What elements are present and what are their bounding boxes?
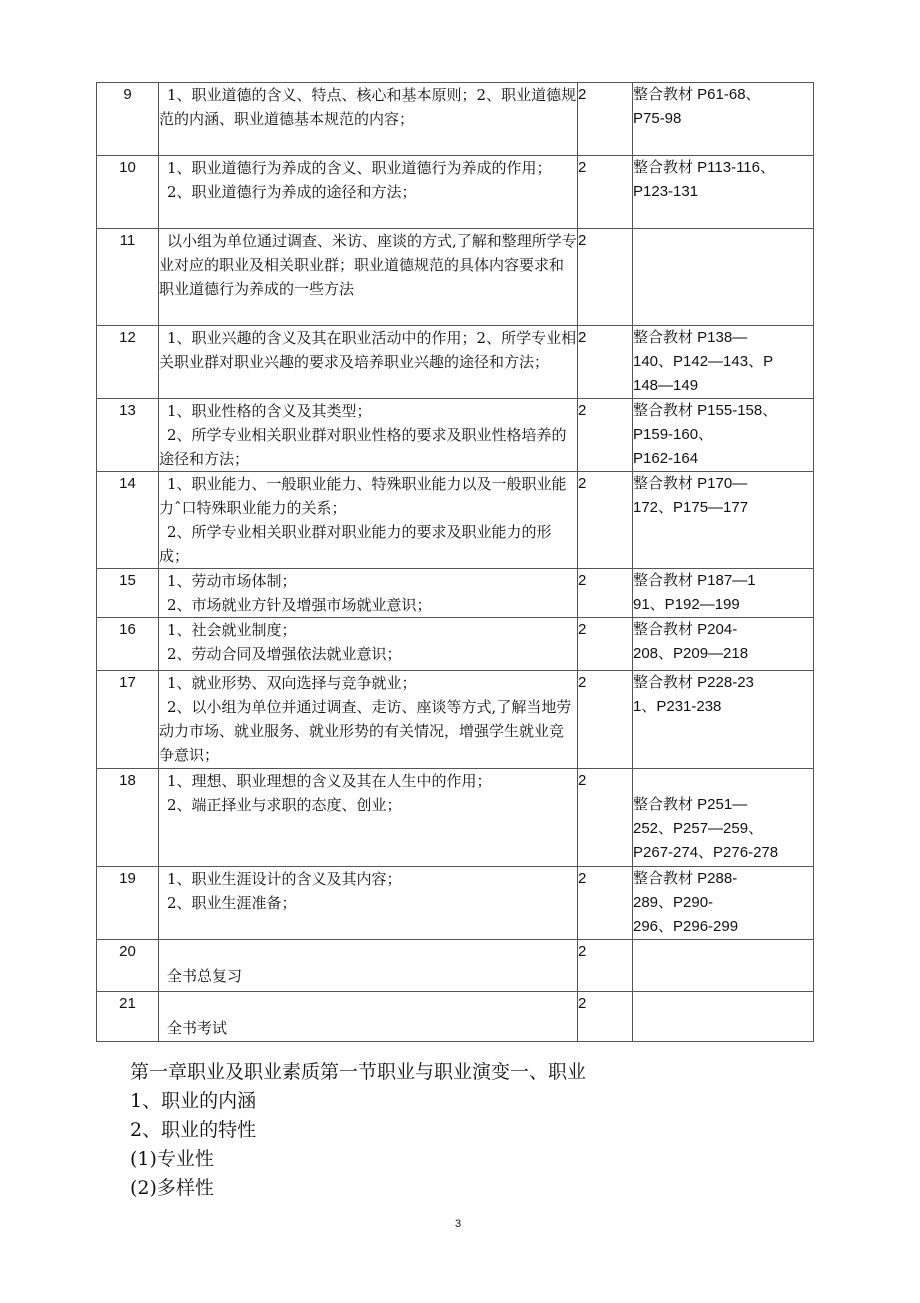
table-row	[97, 83, 814, 156]
reference-line: 91、P192—199	[633, 596, 740, 613]
content-line: 2、职业道德行为养成的途径和方法；	[167, 183, 417, 201]
table-row	[97, 156, 814, 229]
lesson-number: 19	[97, 867, 159, 940]
lesson-hours: 2	[578, 326, 633, 399]
lesson-hours: 2	[578, 229, 633, 326]
lesson-content	[159, 83, 578, 156]
reference-line	[633, 769, 813, 793]
content-line: 2、市场就业方针及增强市场就业意识；	[167, 596, 432, 614]
lesson-number: 13	[97, 399, 159, 472]
table-row	[97, 992, 814, 1042]
content-line: 2、劳动合同及增强依法就业意识；	[167, 645, 402, 663]
table-row	[97, 472, 814, 569]
reference-line: 整合教材 P113-116、	[633, 159, 775, 176]
content-line: 2、职业生涯准备；	[167, 894, 297, 912]
textbook-reference	[633, 229, 814, 326]
table-row	[97, 569, 814, 618]
table-row	[97, 618, 814, 671]
reference-line: 252、P257—259、	[633, 820, 764, 837]
textbook-reference	[633, 867, 814, 940]
lesson-content	[159, 229, 578, 326]
content-line: 2、端正择业与求职的态度、创业；	[167, 796, 402, 814]
reference-line: 整合教材 P138—	[633, 329, 748, 346]
content-line: 1、职业性格的含义及其类型；	[167, 402, 372, 420]
content-line	[159, 940, 577, 964]
lesson-hours: 2	[578, 156, 633, 229]
lesson-hours: 2	[578, 618, 633, 671]
lesson-content	[159, 671, 578, 769]
reference-line: 整合教材 P251—	[633, 796, 748, 813]
table-row	[97, 229, 814, 326]
lesson-hours: 2	[578, 671, 633, 769]
reference-line: 整合教材 P61-68、	[633, 86, 761, 103]
reference-line: 1、P231-238	[633, 698, 722, 715]
textbook-reference	[633, 399, 814, 472]
table-row	[97, 940, 814, 992]
reference-line: P75-98	[633, 110, 682, 127]
table-row	[97, 769, 814, 867]
textbook-reference	[633, 618, 814, 671]
content-line: 1、就业形势、双向选择与竞争就业；	[167, 674, 417, 692]
lesson-hours: 2	[578, 769, 633, 867]
content-line: 1、职业生涯设计的含义及其内容；	[167, 870, 402, 888]
subsection-2: 2、职业的特性	[130, 1119, 257, 1141]
lesson-number: 9	[97, 83, 159, 156]
textbook-reference	[633, 472, 814, 569]
lesson-content	[159, 769, 578, 867]
reference-line: 289、P290-	[633, 894, 714, 911]
content-line: 1、职业兴趣的含义及其在职业活动中的作用；2、所学专业相关职业群对职业兴趣的要求及培养职业兴趣的途径和方法；	[159, 329, 577, 371]
content-line: 1、理想、职业理想的含义及其在人生中的作用；	[167, 772, 492, 790]
lesson-content	[159, 992, 578, 1042]
lesson-hours: 2	[578, 569, 633, 618]
schedule-table	[96, 82, 814, 1042]
lesson-hours: 2	[578, 83, 633, 156]
reference-line: 140、P142—143、P	[633, 353, 774, 370]
lesson-number: 17	[97, 671, 159, 769]
textbook-reference	[633, 992, 814, 1042]
lesson-hours: 2	[578, 867, 633, 940]
reference-line: P159-160、	[633, 426, 714, 443]
table-row	[97, 671, 814, 769]
lesson-content	[159, 399, 578, 472]
content-line: 2、所学专业相关职业群对职业性格的要求及职业性格培养的途径和方法；	[159, 426, 567, 468]
page-number: 3	[455, 1218, 462, 1230]
lesson-number: 15	[97, 569, 159, 618]
reference-line: 整合教材 P204-	[633, 621, 738, 638]
reference-line: 整合教材 P288-	[633, 870, 738, 887]
chapter-text	[130, 1058, 586, 1203]
lesson-number: 12	[97, 326, 159, 399]
lesson-content	[159, 618, 578, 671]
content-line: 全书总复习	[167, 967, 243, 985]
content-line	[159, 992, 577, 1016]
lesson-content	[159, 867, 578, 940]
content-line: 1、职业道德的含义、特点、核心和基本原则；2、职业道德规范的内涵、职业道德基本规范的内容；	[159, 86, 577, 128]
lesson-content	[159, 940, 578, 992]
table-row	[97, 326, 814, 399]
lesson-hours: 2	[578, 399, 633, 472]
content-line: 1、社会就业制度；	[167, 621, 297, 639]
lesson-number: 14	[97, 472, 159, 569]
content-line: 1、职业道德行为养成的含义、职业道德行为养成的作用；	[167, 159, 552, 177]
reference-line: P267-274、P276-278	[633, 844, 779, 861]
lesson-content	[159, 472, 578, 569]
table-row	[97, 399, 814, 472]
lesson-number: 10	[97, 156, 159, 229]
lesson-hours: 2	[578, 992, 633, 1042]
textbook-reference	[633, 156, 814, 229]
content-line: 2、所学专业相关职业群对职业能力的要求及职业能力的形成；	[159, 523, 552, 565]
content-line: 1、劳动市场体制；	[167, 572, 297, 590]
subsection-1: 1、职业的内涵	[130, 1090, 257, 1112]
content-line: 1、职业能力、一般职业能力、特殊职业能力以及一般职业能力ˆ口特殊职业能力的关系；	[159, 475, 567, 517]
textbook-reference	[633, 769, 814, 867]
lesson-hours: 2	[578, 472, 633, 569]
lesson-content	[159, 569, 578, 618]
reference-line: 296、P296-299	[633, 918, 739, 935]
reference-line: P162-164	[633, 450, 699, 467]
lesson-number: 20	[97, 940, 159, 992]
reference-line: 整合教材 P170—	[633, 475, 748, 492]
textbook-reference	[633, 940, 814, 992]
lesson-number: 18	[97, 769, 159, 867]
lesson-content	[159, 326, 578, 399]
textbook-reference	[633, 569, 814, 618]
reference-line: 148—149	[633, 377, 699, 394]
reference-line: 整合教材 P155-158、	[633, 402, 778, 419]
lesson-number: 21	[97, 992, 159, 1042]
lesson-hours: 2	[578, 940, 633, 992]
item-1: (1)专业性	[130, 1148, 214, 1170]
lesson-number: 11	[97, 229, 159, 326]
textbook-reference	[633, 671, 814, 769]
textbook-reference	[633, 83, 814, 156]
reference-line: P123-131	[633, 183, 699, 200]
reference-line: 整合教材 P187—1	[633, 572, 756, 589]
table-row	[97, 867, 814, 940]
textbook-reference	[633, 326, 814, 399]
content-line: 全书考试	[167, 1019, 228, 1037]
lesson-content	[159, 156, 578, 229]
chapter-heading: 第一章职业及职业素质第一节职业与职业演变一、职业	[130, 1061, 587, 1083]
reference-line: 208、P209—218	[633, 645, 749, 662]
item-2: (2)多样性	[130, 1177, 214, 1199]
content-line: 以小组为单位通过调查、米访、座谈的方式,了解和整理所学专业对应的职业及相关职业群；职业道德规范的具体内容要求和职业道德行为养成的一些方法	[159, 232, 577, 298]
lesson-number: 16	[97, 618, 159, 671]
reference-line: 172、P175—177	[633, 499, 749, 516]
content-line: 2、以小组为单位并通过调查、走访、座谈等方式,了解当地劳动力市场、就业服务、就业形势的有关情况，增强学生就业竞争意识；	[159, 698, 572, 764]
reference-line: 整合教材 P228-23	[633, 674, 754, 691]
